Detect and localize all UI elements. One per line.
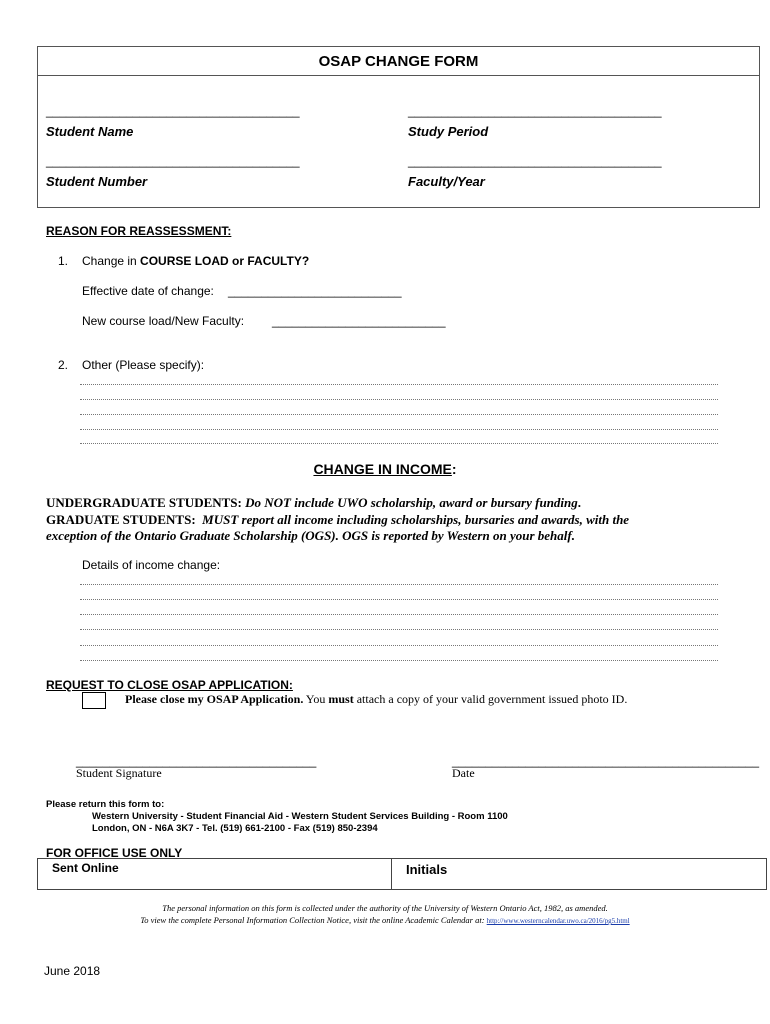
other-line-1[interactable] [80,384,718,385]
faculty-year-line[interactable]: ______________________________________ [408,154,662,168]
student-number-line[interactable]: ______________________________________ [46,154,300,168]
signature-label: Student Signature [76,766,162,780]
form-title: OSAP CHANGE FORM [38,47,759,76]
item1-number: 1. [58,254,69,268]
income-heading-text: CHANGE IN INCOME [313,461,452,477]
undergrad-text: Do NOT include UWO scholarship, award or bursary funding [245,495,578,510]
income-heading [0,461,770,477]
income-line-2[interactable] [80,599,718,600]
new-load-label: New course load/New Faculty: [82,314,245,328]
income-heading-colon: : [451,461,457,477]
close-text [125,692,627,707]
item1-prefix: Change in [82,254,141,268]
footer-date: June 2018 [44,964,101,978]
close-application-checkbox[interactable] [82,692,106,709]
close-heading: REQUEST TO CLOSE OSAP APPLICATION: [46,678,293,692]
income-line-6[interactable] [80,660,718,661]
item2-number: 2. [58,358,69,372]
grad-note-2: exception of the Ontario Graduate Scholarship (OGS). OGS is reported by Western on your behalf. [46,528,575,543]
student-name-label: Student Name [46,124,134,139]
other-line-2[interactable] [80,399,718,400]
income-line-5[interactable] [80,645,718,646]
return-heading: Please return this form to: [46,799,165,810]
student-number-label: Student Number [46,174,148,189]
study-period-line[interactable]: ______________________________________ [408,104,662,118]
new-load-line[interactable]: __________________________ [272,314,446,328]
reason-heading: REASON FOR REASSESSMENT: [46,224,232,238]
income-line-1[interactable] [80,584,718,585]
item2-label: Other (Please specify): [82,358,205,372]
faculty-year-label: Faculty/Year [408,174,485,189]
undergrad-note [46,495,581,511]
effective-date-line[interactable]: __________________________ [228,284,402,298]
return-line-1: Western University - Student Financial Aid - Western Student Services Building - Room 1100 [92,811,508,822]
grad-label: GRADUATE STUDENTS: [46,512,196,527]
date-line[interactable]: ______________________________________________ [452,754,759,768]
return-line-2: London, ON - N6A 3K7 - Tel. (519) 661-2100 - Fax (519) 850-2394 [92,823,378,834]
undergrad-label: UNDERGRADUATE STUDENTS: [46,495,242,510]
privacy-notice-2 [0,915,770,925]
item1-bold: COURSE LOAD or FACULTY? [140,254,310,268]
date-label: Date [452,766,475,780]
income-line-4[interactable] [80,629,718,630]
grad-note [46,512,629,528]
other-line-5[interactable] [80,443,718,444]
privacy-notice-text: To view the complete Personal Information Collection Notice, visit the online Academic Calendar at: [140,915,487,925]
income-details-label: Details of income change: [82,558,221,572]
study-period-label: Study Period [408,124,489,139]
signature-line[interactable]: ____________________________________ [76,754,317,768]
close-text-rest: attach a copy of your valid government issued photo ID. [353,692,628,706]
close-text-you: You [303,692,329,706]
item1-text [82,254,309,268]
privacy-notice-1: The personal information on this form is collected under the authority of the University of Western Ontario Act, 1982, as amended. [162,903,608,913]
close-text-bold: Please close my OSAP Application. [125,692,304,706]
office-heading: FOR OFFICE USE ONLY [46,846,183,860]
other-line-4[interactable] [80,429,718,430]
office-use-table [37,858,767,890]
initials-cell: Initials [406,862,448,877]
undergrad-end: . [577,495,582,510]
grad-text: MUST report all income including scholarships, bursaries and awards, with the [202,512,630,527]
student-name-line[interactable]: ______________________________________ [46,104,300,118]
calendar-link[interactable]: http://www.westerncalendar.uwo.ca/2016/pg5.html [486,917,630,925]
effective-date-label: Effective date of change: [82,284,214,298]
sent-online-cell: Sent Online [38,859,392,889]
other-line-3[interactable] [80,414,718,415]
income-line-3[interactable] [80,614,718,615]
close-text-must: must [328,692,354,706]
